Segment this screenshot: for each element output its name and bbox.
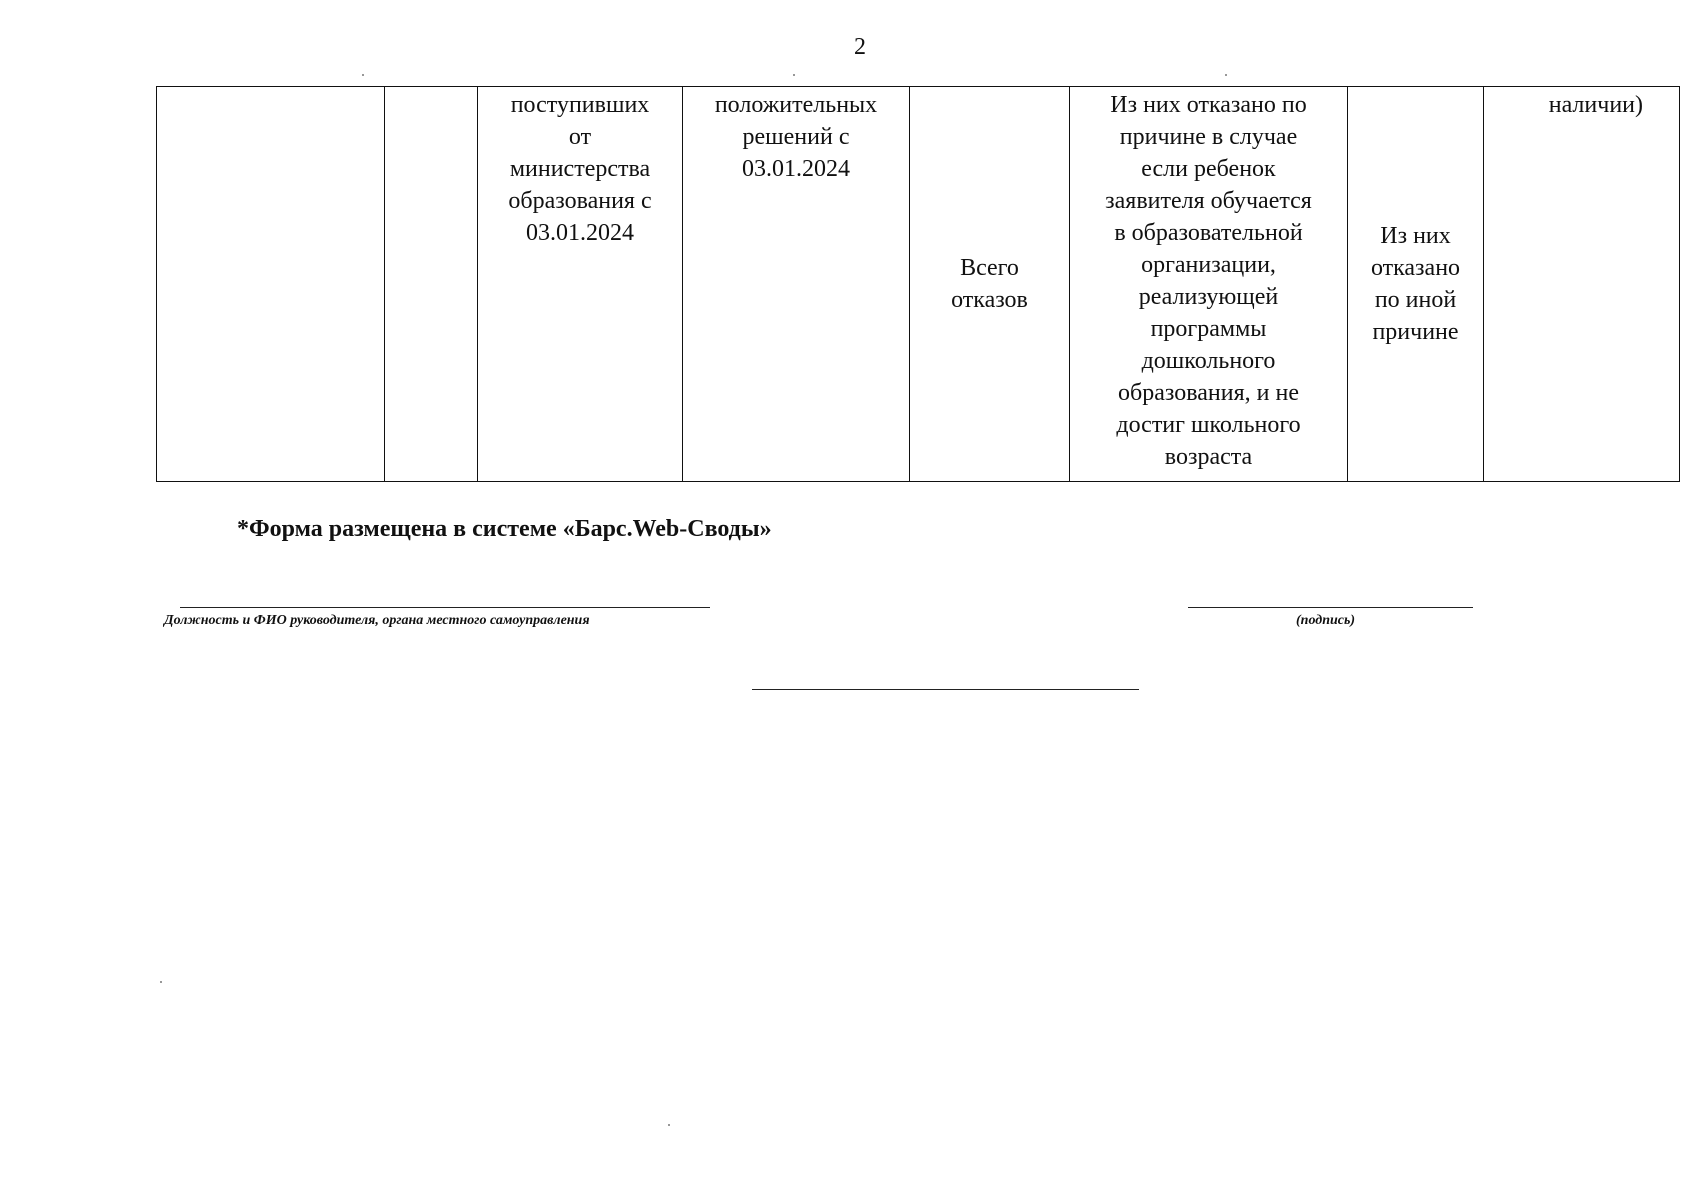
scan-speck: [1225, 74, 1227, 76]
cell-text-line: от: [568, 124, 592, 150]
cell-text-line: Из них отказано по: [1110, 92, 1307, 118]
table-cell-refused-other-reason: [1348, 87, 1484, 482]
signature-label: (подпись): [1296, 613, 1356, 628]
cell-text-line: образования, и не: [1118, 380, 1299, 406]
scan-speck: [793, 74, 795, 76]
cell-text-line: возраста: [1164, 444, 1253, 470]
scan-speck: [160, 981, 162, 983]
table-cell-col-2: [385, 87, 478, 482]
cell-text-line: образования с: [508, 188, 652, 214]
page-number: 2: [854, 34, 866, 60]
cell-text-line: причине в случае: [1119, 124, 1298, 150]
cell-text-line: наличии): [1548, 92, 1643, 118]
cell-text-line: достиг школьного: [1116, 412, 1301, 438]
cell-text-line: решений с: [742, 124, 850, 150]
cell-text-line: причине: [1372, 319, 1459, 345]
footnote: *Форма размещена в системе «Барс.Web-Своды»: [237, 516, 772, 542]
cell-text-line: Всего: [960, 255, 1019, 281]
cell-text-line: поступивших: [510, 92, 650, 118]
position-signature-line: [180, 607, 710, 608]
table-cell-total-refusals: [910, 87, 1070, 482]
table-cell-refused-school-age: [1070, 87, 1348, 482]
cell-text-line: 03.01.2024: [742, 156, 850, 182]
table-header-row: [157, 87, 1680, 482]
cell-text-line: если ребенок: [1141, 156, 1276, 182]
cell-text-line: организации,: [1141, 252, 1276, 278]
cell-text-line: программы: [1150, 316, 1267, 342]
cell-text-line: Из них: [1380, 223, 1451, 249]
cell-text-line: министерства: [509, 156, 651, 182]
cell-text-line: в образовательной: [1114, 220, 1303, 246]
scan-speck: [668, 1124, 670, 1126]
scan-speck: [362, 74, 364, 76]
cell-text-line: 03.01.2024: [526, 220, 634, 246]
cell-text-line: заявителя обучается: [1105, 188, 1312, 214]
statistics-table: [156, 86, 1680, 482]
position-label: Должность и ФИО руководителя, органа местного самоуправления: [164, 613, 590, 628]
statistics-table-wrapper: [156, 86, 1679, 482]
bottom-line: [752, 689, 1139, 690]
cell-text-line: отказано: [1370, 255, 1461, 281]
signature-line: [1188, 607, 1473, 608]
table-cell-applications-received: [478, 87, 683, 482]
cell-text-line: реализующей: [1138, 284, 1279, 310]
cell-text-line: по иной: [1374, 287, 1457, 313]
cell-text-line: положительных: [714, 92, 878, 118]
cell-text-line: отказов: [951, 287, 1028, 313]
table-cell-availability: [1484, 87, 1680, 482]
table-cell-col-1: [157, 87, 385, 482]
table-cell-positive-decisions: [683, 87, 910, 482]
cell-text-line: дошкольного: [1141, 348, 1276, 374]
